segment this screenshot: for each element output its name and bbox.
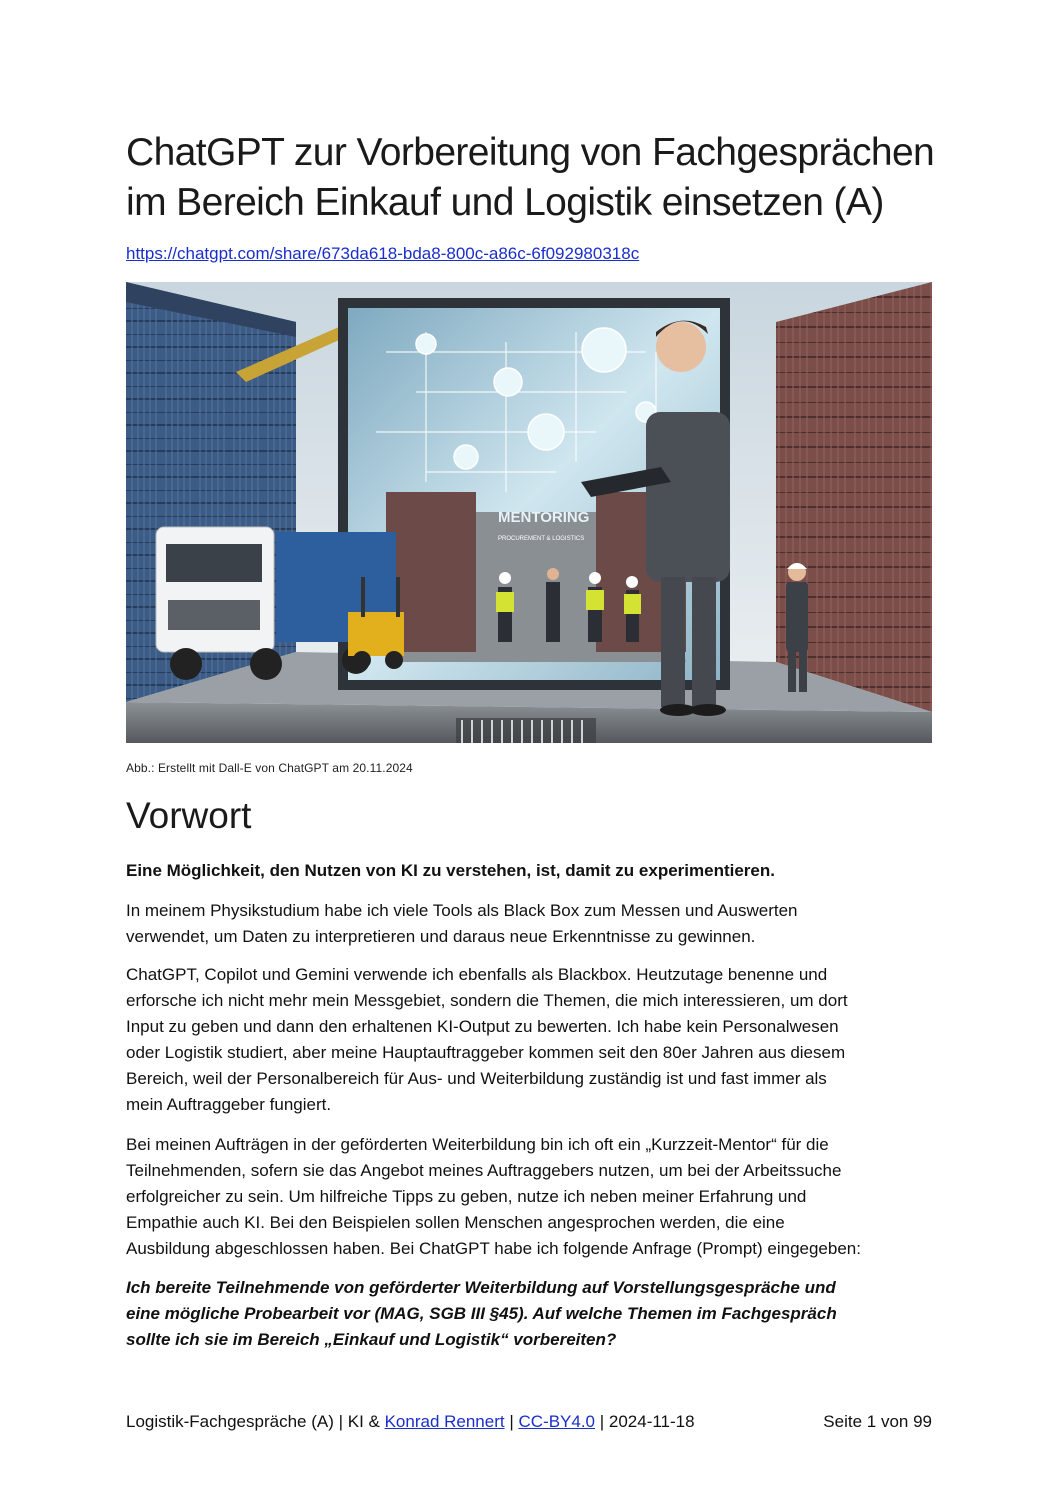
screen-title: MENTORING [498,509,590,526]
paragraph-line: Bei meinen Aufträgen in der geförderten Weiterbildung bin ich oft ein „Kurzzeit-Mentor“ für die [126,1135,829,1154]
paragraph-line: In meinem Physikstudium habe ich viele Tools als Black Box zum Messen und Auswerten [126,901,798,920]
author-link[interactable]: Konrad Rennert [384,1412,505,1431]
cover-illustration [126,282,932,743]
paragraph-2 [126,962,936,1118]
figure-caption: Abb.: Erstellt mit Dall-E von ChatGPT am 20.11.2024 [126,761,413,775]
paragraph-3 [126,1132,936,1262]
paragraph-line: oder Logistik studiert, aber meine Hauptauftraggeber kommen seit den 80er Jahren aus diesem [126,1043,846,1062]
document-title [126,128,946,228]
paragraph-line: verwendet, um Daten zu interpretieren und daraus neue Erkenntnisse zu gewinnen. [126,927,756,946]
license-link[interactable]: CC-BY4.0 [518,1412,596,1431]
footer-prefix: Logistik-Fachgespräche (A) | KI & [126,1412,385,1431]
quote-line: Ich bereite Teilnehmende von geförderter Weiterbildung auf Vorstellungsgespräche und [126,1278,836,1297]
section-heading: Vorwort [126,795,252,836]
title-line-1: ChatGPT zur Vorbereitung von Fachgesprächen [126,131,935,174]
quote-line: eine mögliche Probearbeit vor (MAG, SGB III §45). Auf welche Themen im Fachgespräch [126,1304,837,1323]
lead-sentence: Eine Möglichkeit, den Nutzen von KI zu verstehen, ist, damit zu experimentieren. [126,861,775,880]
screen-subtitle: PROCUREMENT & LOGISTICS [498,536,585,542]
page-number: Seite 1 von 99 [823,1412,932,1431]
paragraph-line: Teilnehmenden, sofern sie das Angebot meines Auftraggebers nutzen, um bei der Arbeitssuche [126,1161,842,1180]
title-line-2: im Bereich Einkauf und Logistik einsetzen (A) [126,181,884,224]
paragraph-line: Empathie auch KI. Bei den Beispielen sollen Menschen angesprochen werden, die eine [126,1213,785,1232]
paragraph-line: Ausbildung abgeschlossen haben. Bei ChatGPT habe ich folgende Anfrage (Prompt) eingegeben: [126,1239,861,1258]
footer-date: | 2024-11-18 [595,1412,695,1431]
chatgpt-share-link[interactable]: https://chatgpt.com/share/673da618-bda8-800c-a86c-6f092980318c [126,244,640,263]
paragraph-line: ChatGPT, Copilot und Gemini verwende ich ebenfalls als Blackbox. Heutzutage benenne und [126,965,828,984]
footer-meta [126,1410,695,1434]
paragraph-line: Bereich, weil der Personalbereich für Aus- und Weiterbildung zuständig ist und fast immer als [126,1069,827,1088]
paragraph-line: erfolgreicher zu sein. Um hilfreiche Tipps zu geben, nutze ich neben meiner Erfahrung und [126,1187,807,1206]
paragraph-line: Input zu geben und dann den erhaltenen KI-Output zu bewerten. Ich habe kein Personalwesen [126,1017,839,1036]
quote-line: sollte ich sie im Bereich „Einkauf und Logistik“ vorbereiten? [126,1330,617,1349]
paragraph-1 [126,898,936,950]
prompt-quote [126,1275,936,1353]
footer-separator: | [504,1412,519,1431]
paragraph-line: mein Auftraggeber fungiert. [126,1095,332,1114]
paragraph-line: erforsche ich nicht mehr mein Messgebiet, sondern die Themen, die mich interessieren, um dort [126,991,848,1010]
